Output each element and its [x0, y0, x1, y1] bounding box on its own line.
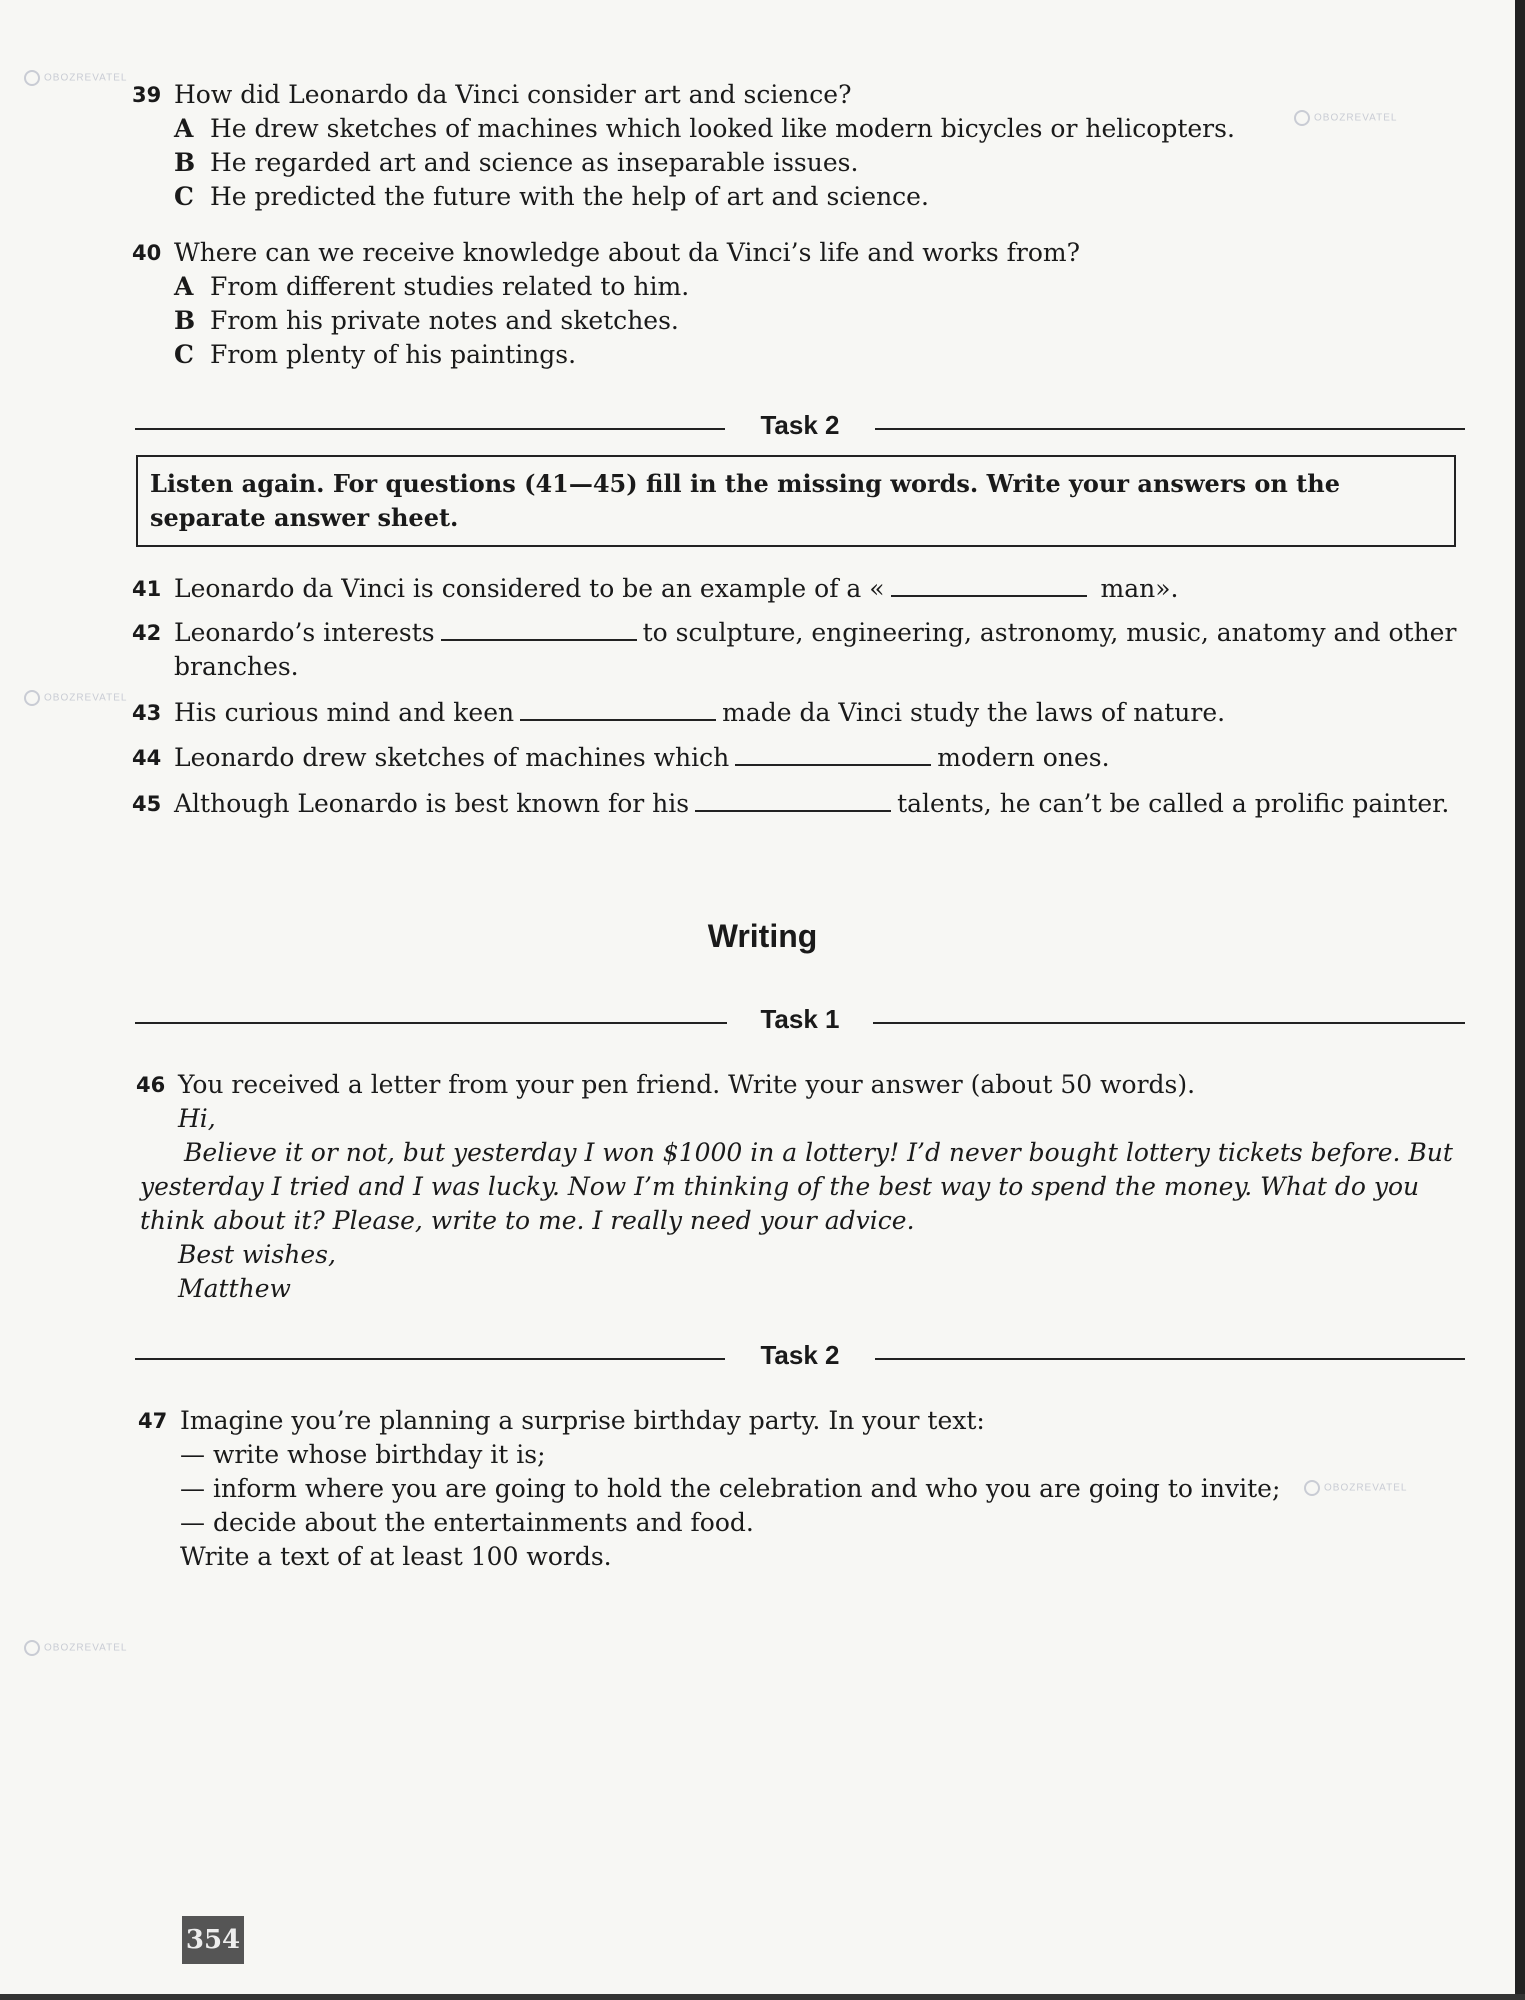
watermark-icon: [1294, 110, 1310, 126]
option-b: B From his private notes and sketches.: [174, 306, 679, 335]
option-c: C From plenty of his paintings.: [174, 340, 577, 369]
final-instruction: Write a text of at least 100 words.: [180, 1542, 612, 1571]
letter-greeting: Hi,: [178, 1104, 216, 1133]
instruction-box: Listen again. For questions (41—45) fill in the missing words. Write your answers on the separate answer sheet.: [136, 455, 1456, 547]
watermark: OBOZREVATEL: [20, 690, 127, 706]
question-46: 46 You received a letter from your pen friend. Write your answer (about 50 words). Hi,: [136, 1068, 1476, 1136]
question-40: [132, 236, 1472, 372]
question-47: 47 Imagine you’re planning a surprise birthday party. In your text: — write whose birthday it is; — inform where you are going to hold the celebration and who you are going to invite; — decide about the entertainments and food. Write a text of at least 100 words.: [138, 1404, 1478, 1574]
watermark: OBOZREVATEL: [20, 70, 127, 86]
answer-blank: [891, 573, 1087, 597]
letter-signature: Matthew: [178, 1274, 291, 1303]
page-edge: [1515, 0, 1525, 2000]
question-text: How did Leonardo da Vinci consider art and science?: [174, 80, 852, 109]
writing-task-2-heading: Task 2: [135, 1340, 1465, 1374]
question-42: 42 Leonardo’s interests to sculpture, engineering, astronomy, music, anatomy and other branches.: [132, 618, 1457, 681]
page-number: 354: [182, 1916, 244, 1964]
letter-closing: Best wishes, Matthew: [136, 1238, 1476, 1306]
answer-blank: [441, 617, 637, 641]
question-44: 44 Leonardo drew sketches of machines which modern ones.: [132, 743, 1110, 772]
question-43: 43 His curious mind and keen made da Vinci study the laws of nature.: [132, 698, 1226, 727]
watermark-icon: [24, 690, 40, 706]
option-b: B He regarded art and science as inseparable issues.: [174, 148, 859, 177]
point-1: — write whose birthday it is;: [180, 1440, 546, 1469]
writing-title: Writing: [707, 918, 818, 954]
option-a: A From different studies related to him.: [174, 272, 690, 301]
question-text: Where can we receive knowledge about da Vinci’s life and works from?: [174, 238, 1080, 267]
question-39: [132, 78, 1472, 214]
page-edge: [0, 1994, 1525, 2000]
watermark: OBOZREVATEL: [1300, 1480, 1407, 1496]
option-c: C He predicted the future with the help of art and science.: [174, 182, 929, 211]
answer-blank: [695, 788, 891, 812]
watermark-icon: [24, 70, 40, 86]
watermark: OBOZREVATEL: [1290, 110, 1397, 126]
letter-body: Believe it or not, but yesterday I won $1000 in a lottery! I’d never bought lottery tickets before. But yesterday I tried and I was lucky. Now I’m thinking of the best way to spend the money. What do you think about it? Please, write to me. I really need your advice.: [140, 1138, 1453, 1235]
question-45: 45 Although Leonardo is best known for his talents, he can’t be called a prolific painter.: [132, 789, 1450, 818]
question-number: 40: [132, 241, 162, 265]
watermark-icon: [1304, 1480, 1320, 1496]
answer-blank: [735, 742, 931, 766]
question-number: 39: [132, 83, 162, 107]
question-41: 41 Leonardo da Vinci is considered to be an example of a « man».: [132, 574, 1179, 603]
task-2-heading: Task 2: [135, 410, 1465, 444]
answer-blank: [520, 697, 716, 721]
option-a: A He drew sketches of machines which looked like modern bicycles or helicopters.: [174, 114, 1235, 143]
writing-task-1-heading: Task 1: [135, 1004, 1465, 1038]
watermark-icon: [24, 1640, 40, 1656]
point-2: — inform where you are going to hold the celebration and who you are going to invite;: [180, 1474, 1281, 1503]
watermark: OBOZREVATEL: [20, 1640, 127, 1656]
point-3: — decide about the entertainments and food.: [180, 1508, 754, 1537]
